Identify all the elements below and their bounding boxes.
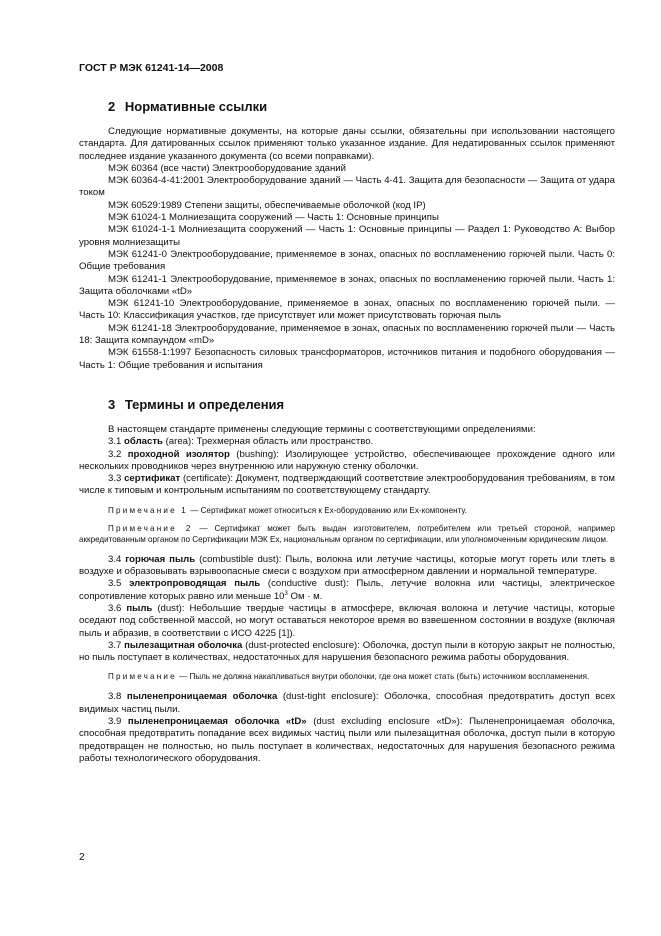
note-label: Примечание	[108, 672, 177, 682]
term-definition: (area): Трехмерная область или пространство.	[162, 436, 374, 448]
reference-item: МЭК 60364 (все части) Электрооборудование зданий	[108, 162, 347, 174]
term-definition: (bushing): Изолирующее устройство, обеспечивающее прохождение одного или нескольких проводников через внутреннюю или наружную стенку оболочки.	[79, 448, 615, 472]
note-3	[79, 671, 615, 682]
term-name: пыль	[126, 602, 153, 614]
reference-item: МЭК 61024-1 Молниезащита сооружений — Часть 1: Основные принципы	[108, 212, 439, 224]
reference-item: МЭК 61024-1-1 Молниезащита сооружений — Часть 1: Основные принципы — Раздел 1: Руководство А: Выбор уровня молниезащиты	[79, 224, 615, 248]
section-2-heading	[108, 99, 615, 114]
term-name: электропроводящая пыль	[129, 578, 261, 590]
section-2-title: Нормативные ссылки	[124, 99, 268, 114]
reference-item: МЭК 60529:1989 Степени защиты, обеспечиваемые оболочкой (код IP)	[108, 199, 426, 211]
term-definition: (dust-protected enclosure): Оболочка, доступ пыли в которую закрыт не полностью, но пыль поступает в количествах, недостаточных для нарушения безопасного режима работы оборудования.	[79, 639, 615, 664]
term-3-8	[79, 691, 615, 716]
term-3-6	[79, 603, 615, 640]
section-3-title: Термины и определения	[124, 396, 285, 412]
note-1	[79, 505, 615, 516]
term-name: пыленепроницаемая оболочка «tD»	[127, 715, 307, 727]
reference-item: МЭК 61241-1 Электрооборудование, применяемое в зонах, опасных по воспламенению горючей пыли. Часть 1: Защита оболочками «tD»	[79, 273, 615, 297]
section-3-heading	[108, 397, 615, 412]
term-number: 3.3	[108, 473, 122, 485]
term-definition: (combustible dust): Пыль, волокна или летучие частицы, которые могут гореть или тлеть в воздухе и образовывать взрывоопасные смеси с воздухом при атмосферном давлении и нормальной температуре.	[79, 553, 615, 578]
term-number: 3.2	[108, 448, 122, 460]
term-definition: (conductive dust): Пыль, летучие волокна или частицы, электрическое сопротивление которых равно или меньше 10	[79, 578, 615, 602]
term-definition: (certificate): Документ, подтверждающий соответствие электрооборудования требованиям, в том числе к типовым и контрольным испытаниям по соответствующему стандарту.	[79, 473, 615, 497]
term-number: 3.6	[108, 602, 122, 614]
term-name: область	[124, 436, 163, 448]
note-label: Примечание 1	[108, 505, 188, 515]
term-number: 3.9	[108, 715, 122, 727]
note-text: — Сертификат может относиться к Ех-оборудованию или Ех-компоненту.	[188, 505, 467, 515]
note-label: Примечание 2	[108, 523, 193, 533]
reference-item: МЭК 61558-1:1997 Безопасность силовых трансформаторов, источников питания и подобного оборудования — Часть 1: Общие требования и испытания	[79, 347, 615, 371]
note-text: — Пыль не должна накапливаться внутри оболочки, где она может стать (быть) источником воспламенения.	[176, 672, 590, 682]
term-number: 3.1	[108, 436, 122, 448]
reference-item: МЭК 61241-10 Электрооборудование, применяемое в зонах, опасных по воспламенению горючей пыли. — Часть 10: Классификация участков, где присутствует или может присутствовать горючая пыль	[79, 298, 615, 322]
term-3-5	[79, 578, 615, 603]
term-3-1	[79, 436, 615, 448]
term-definition: (dust): Небольшие твердые частицы в атмосфере, включая волокна и летучие частицы, которые оседают под собственной массой, но могут оставаться некоторое время во взвешенном состоянии в воздухе (включая пыль и абразив, в соответствии с ИСО 4225 [1]).	[79, 602, 615, 639]
term-definition: (dust excluding enclosure «tD»): Пыленепроницаемая оболочка, способная предотвратить попадание всех видимых частиц пыли или пылезащитная оболочка, доступ пыли в которую предотвращен не полностью, но пыль поступает в количествах, недостаточных для нарушения безопасного режима работы технологического оборудования.	[79, 715, 616, 764]
term-number: 3.7	[108, 639, 122, 651]
term-name: пыленепроницаемая оболочка	[126, 691, 278, 703]
term-name: пылезащитная оболочка	[124, 639, 243, 651]
exponent: 3	[284, 590, 288, 597]
section-3-number: 3	[108, 396, 116, 412]
section-2-number: 2	[108, 99, 116, 114]
term-definition-end: Ом · м.	[287, 590, 323, 602]
term-3-9	[79, 716, 615, 765]
term-name: проходной изолятор	[127, 448, 230, 460]
term-3-2	[79, 449, 615, 474]
reference-item: МЭК 61241-18 Электрооборудование, применяемое в зонах, опасных по воспламенению горючей пыли — Часть 18: Защита компаундом «mD»	[79, 322, 615, 347]
term-definition: (dust-tight enclosure): Оболочка, способная предотвратить доступ всех видимых частиц пыли.	[79, 691, 616, 715]
section-3-intro: В настоящем стандарте применены следующие термины с соответствующими определениями:	[108, 423, 536, 435]
reference-item: МЭК 61241-0 Электрооборудование, применяемое в зонах, опасных по воспламенению горючей пыли. Часть 0: Общие требования	[79, 248, 615, 273]
note-2	[79, 523, 615, 545]
reference-item: МЭК 60364-4-41:2001 Электрооборудование зданий — Часть 4-41. Защита для безопасности — Защита от удара током	[79, 175, 615, 199]
term-name: сертификат	[124, 473, 181, 485]
term-3-7	[79, 640, 615, 665]
term-3-3	[79, 473, 615, 498]
term-number: 3.5	[108, 578, 122, 590]
note-text: — Сертификат может быть выдан изготовителем, потребителем или третьей стороной, например аккредитованным органом по Сертификации МЭК Ех, национальным органом по сертификации, или уполномоченным юридическим лицом.	[79, 523, 616, 544]
term-name: горючая пыль	[125, 553, 196, 565]
section-2-intro: Следующие нормативные документы, на которые даны ссылки, обязательны при использовании настоящего стандарта. Для датированных ссылок применяют только указанное издание. Для недатированных ссылок применяют последнее издание указанного документа (со всеми поправками).	[79, 126, 615, 162]
page-number: 2	[79, 852, 85, 863]
term-3-4	[79, 554, 615, 579]
term-number: 3.4	[108, 553, 122, 565]
document-header: ГОСТ Р МЭК 61241-14—2008	[79, 62, 224, 74]
term-number: 3.8	[108, 691, 122, 703]
